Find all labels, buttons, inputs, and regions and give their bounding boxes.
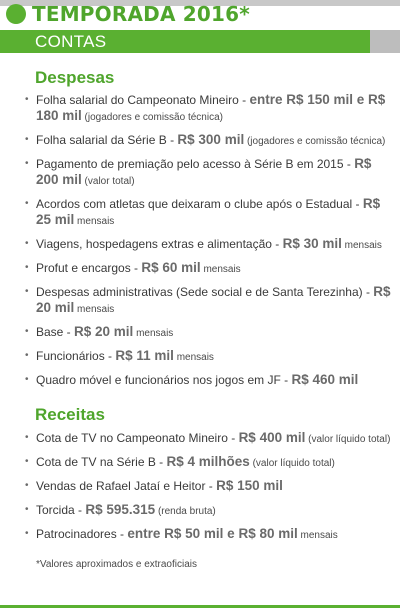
bullet-icon: • bbox=[25, 480, 29, 491]
list-item: • Cota de TV na Série B - R$ 4 milhões (valor líquido total) bbox=[25, 454, 335, 469]
list-item: • Funcionários - R$ 11 mil mensais bbox=[25, 348, 214, 363]
list-item: • Cota de TV no Campeonato Mineiro - R$ 400 mil (valor líquido total) bbox=[25, 430, 391, 445]
list-item: • Folha salarial da Série B - R$ 300 mil (jogadores e comissão técnica) bbox=[25, 132, 386, 147]
section-title-despesas: Despesas bbox=[35, 68, 115, 87]
list-item: • Quadro móvel e funcionários nos jogos em JF - R$ 460 mil bbox=[25, 372, 359, 387]
bullet-icon: • bbox=[25, 374, 29, 385]
section-title-receitas: Receitas bbox=[35, 405, 105, 424]
bullet-icon: • bbox=[25, 326, 29, 337]
bullet-icon: • bbox=[25, 198, 29, 209]
bullet-icon: • bbox=[25, 238, 29, 249]
header bbox=[6, 1, 250, 27]
subtitle-bar bbox=[0, 30, 400, 53]
bullet-icon: • bbox=[25, 262, 29, 273]
list-item: • Profut e encargos - R$ 60 mil mensais bbox=[25, 260, 241, 275]
page-title: TEMPORADA 2016* bbox=[32, 2, 250, 26]
bullet-icon: • bbox=[25, 456, 29, 467]
subtitle: CONTAS bbox=[35, 32, 107, 51]
bullet-icon: • bbox=[25, 504, 29, 515]
bullet-icon: • bbox=[25, 158, 29, 169]
list-item: • Despesas administrativas (Sede social e de Santa Terezinha) - R$ 20 mil mensais bbox=[25, 284, 391, 315]
list-item: • Viagens, hospedagens extras e alimentação - R$ 30 mil mensais bbox=[25, 236, 382, 251]
bullet-icon: • bbox=[25, 350, 29, 361]
subtitle-bar-tab bbox=[370, 30, 400, 53]
list-item: • Vendas de Rafael Jataí e Heitor - R$ 150 mil bbox=[25, 478, 283, 493]
bullet-icon: • bbox=[25, 94, 29, 105]
list-item: • Patrocinadores - entre R$ 50 mil e R$ 80 mil mensais bbox=[25, 526, 338, 541]
footnote: *Valores aproximados e extraoficiais bbox=[36, 559, 198, 570]
bottom-line bbox=[0, 605, 400, 608]
ball-icon bbox=[6, 4, 26, 24]
list-item: • Folha salarial do Campeonato Mineiro - entre R$ 150 mil e R$ 180 mil (jogadores e comissão técnica) bbox=[25, 92, 386, 123]
bullet-icon: • bbox=[25, 134, 29, 145]
list-item: • Acordos com atletas que deixaram o clube após o Estadual - R$ 25 mil mensais bbox=[25, 196, 381, 227]
list-item: • Pagamento de premiação pelo acesso à Série B em 2015 - R$ 200 mil (valor total) bbox=[25, 156, 372, 187]
receitas-list bbox=[25, 430, 393, 544]
bullet-icon: • bbox=[25, 432, 29, 443]
bullet-icon: • bbox=[25, 286, 29, 297]
despesas-list bbox=[25, 92, 393, 390]
bullet-icon: • bbox=[25, 528, 29, 539]
list-item: • Base - R$ 20 mil mensais bbox=[25, 324, 174, 339]
list-item: • Torcida - R$ 595.315 (renda bruta) bbox=[25, 502, 216, 517]
